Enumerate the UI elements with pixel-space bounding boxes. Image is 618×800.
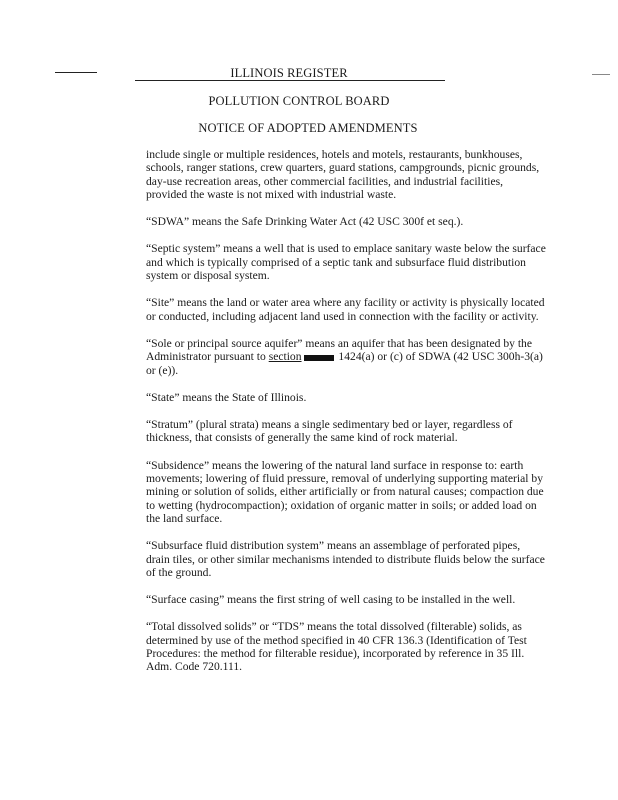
paragraph-continuation: include single or multiple residences, hotels and motels, restaurants, bunkhouses, schools, ranger stations, crew quarters, guard stations, campgrounds, picnic grounds, day-use recreation areas, other commercial facilities, and industrial facilities, provided the waste is not mixed with industrial waste. — [146, 148, 540, 201]
definition-stratum: “Stratum” (plural strata) means a single sedimentary bed or layer, regardless of thickness, that consists of generally the same kind of rock material. — [146, 418, 513, 445]
board-title: POLLUTION CONTROL BOARD — [208, 94, 390, 108]
definition-septic-system: “Septic system” means a well that is used to emplace sanitary waste below the surface and which is typically comprised of a septic tank and subsurface fluid distribution system or disposal system. — [146, 242, 546, 283]
definition-site: “Site” means the land or water area where any facility or activity is physically located or conducted, including adjacent land used in connection with the facility or activity. — [146, 296, 545, 323]
definition-state: “State” means the State of Illinois. — [146, 390, 307, 404]
definition-surface-casing: “Surface casing” means the first string of well casing to be installed in the well. — [146, 593, 516, 607]
definition-sdwa: “SDWA” means the Safe Drinking Water Act (42 USC 300f et seq.). — [146, 215, 464, 229]
definition-sole-source-aquifer — [146, 337, 546, 377]
definition-subsurface-fluid-distribution-system: “Subsurface fluid distribution system” means an assemblage of perforated pipes, drain tiles, or other similar mechanisms intended to distribute fluids below the surface of the ground. — [146, 539, 545, 579]
register-title: ILLINOIS REGISTER — [230, 66, 348, 80]
notice-title: NOTICE OF ADOPTED AMENDMENTS — [198, 121, 418, 135]
document-body — [146, 148, 546, 688]
definition-subsidence: “Subsidence” means the lowering of the natural land surface in response to: earth movements; lowering of fluid pressure, removal of underlying supporting material by mining or solution of solids, either artificially or from natural causes; compaction due to wetting (hydrocompaction); oxidation of organic matter in soils; or added load on the land surface. — [146, 458, 544, 525]
sole-source-text-after: 1424(a) or (c) of SDWA (42 USC 300h-3(a) or (e)). — [146, 350, 543, 377]
definition-total-dissolved-solids: “Total dissolved solids” or “TDS” means the total dissolved (filterable) solids, as determined by use of the method specified in 40 CFR 136.3 (Identification of Test Procedures: the method for filterable residue), incorporated by reference in 35 Ill. Adm. Code 720.111. — [146, 620, 527, 674]
redaction-mark — [304, 355, 334, 361]
section-word: section — [268, 350, 302, 364]
sole-source-text-before: “Sole or principal source aquifer” means an aquifer that has been designated by the Administrator pursuant to — [146, 336, 532, 364]
